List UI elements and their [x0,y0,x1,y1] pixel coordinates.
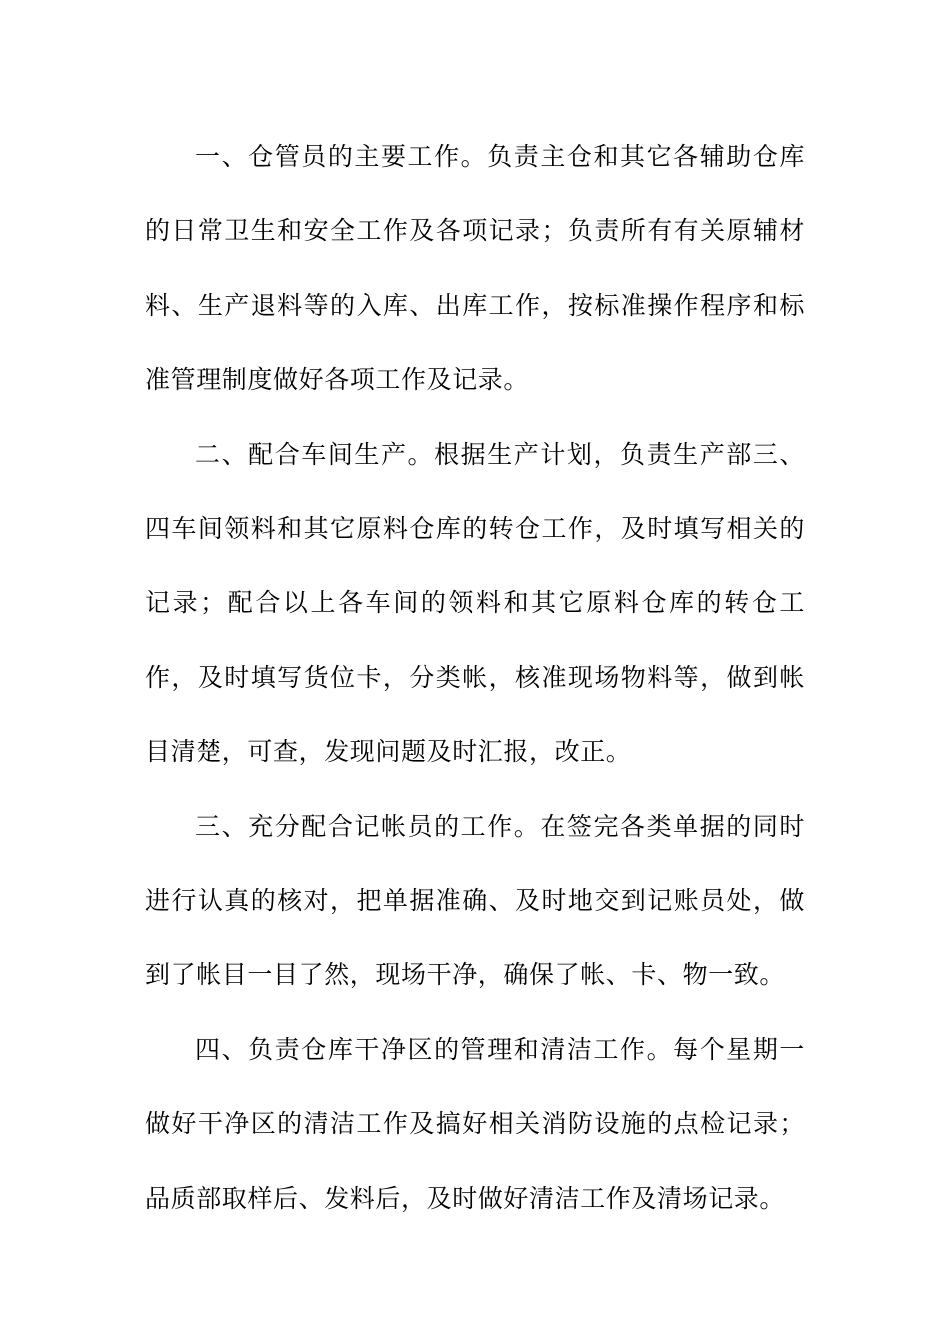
paragraph-4: 四、负责仓库干净区的管理和清洁工作。每个星期一做好干净区的清洁工作及搞好相关消防设施的点检记录；品质部取样后、发料后，及时做好清洁工作及清场记录。 [145,1034,805,1213]
paragraph-2: 二、配合车间生产。根据生产计划，负责生产部三、四车间领料和其它原料仓库的转仓工作，及时填写相关的记录；配合以上各车间的领料和其它原料仓库的转仓工作，及时填写货位卡，分类帐，核准现场物料等，做到帐目清楚，可查，发现问题及时汇报，改正。 [145,439,805,767]
paragraph-3: 三、充分配合记帐员的工作。在签完各类单据的同时进行认真的核对，把单据准确、及时地交到记账员处，做到了帐目一目了然，现场干净，确保了帐、卡、物一致。 [145,811,805,990]
document-body [145,120,805,1236]
paragraph-1: 一、仓管员的主要工作。负责主仓和其它各辅助仓库的日常卫生和安全工作及各项记录；负责所有有关原辅材料、生产退料等的入库、出库工作，按标准操作程序和标准管理制度做好各项工作及记录。 [145,142,805,395]
